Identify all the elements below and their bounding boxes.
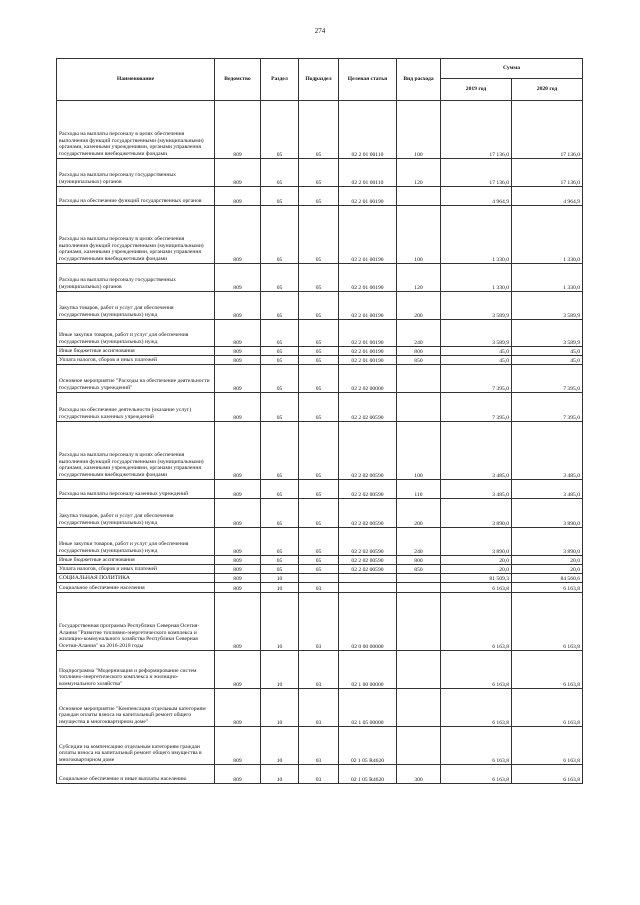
table-row (57, 593, 583, 651)
cell-vr (397, 689, 441, 727)
cell-dept: 809 (215, 356, 261, 365)
cell-y2019: 6 163,8 (441, 765, 512, 784)
cell-y2019: 3 485,0 (441, 422, 512, 480)
cell-dept: 809 (215, 727, 261, 765)
budget-table (56, 58, 583, 784)
cell-sec: 05 (261, 365, 299, 393)
cell-y2020: 6 163,8 (512, 593, 583, 651)
cell-name: Расходы на выплаты персоналу государственных (муниципальных) органов (57, 264, 215, 292)
cell-sec: 05 (261, 422, 299, 480)
cell-y2020: 4 964,9 (512, 187, 583, 206)
cell-dept: 809 (215, 422, 261, 480)
cell-y2019: 81 509,3 (441, 574, 512, 583)
table-row (57, 101, 583, 159)
cell-y2019: 3 890,0 (441, 528, 512, 556)
cell-name: Расходы на выплаты персоналу в целях обеспечения выполнения функций государственными (муниципальными) органами, казенными учреждениями, органами управления государственными внебюджетными фондами (57, 101, 215, 159)
cell-sec: 10 (261, 651, 299, 689)
cell-vr: 240 (397, 320, 441, 347)
cell-y2020: 45,0 (512, 347, 583, 356)
cell-target: 02 2 01 00190 (339, 206, 397, 264)
cell-sec: 10 (261, 727, 299, 765)
table-row (57, 765, 583, 784)
cell-target: 02 2 01 00190 (339, 187, 397, 206)
cell-sub: 03 (299, 593, 339, 651)
cell-dept: 809 (215, 528, 261, 556)
cell-vr (397, 727, 441, 765)
cell-y2020: 6 163,8 (512, 765, 583, 784)
cell-y2019: 45,0 (441, 356, 512, 365)
cell-dept: 809 (215, 101, 261, 159)
table-row (57, 565, 583, 574)
cell-name: Расходы на выплаты персоналу государственных (муниципальных) органов (57, 159, 215, 187)
cell-vr (397, 393, 441, 422)
cell-name: Субсидии на компенсацию отдельным категориям граждан оплаты взноса на капитальный ремонт общего имущества в многоквартирном доме (57, 727, 215, 765)
cell-sec: 10 (261, 583, 299, 593)
cell-dept: 809 (215, 365, 261, 393)
table-row (57, 320, 583, 347)
cell-name: Закупка товаров, работ и услуг для обеспечения государственных (муниципальных) нужд (57, 292, 215, 320)
cell-sub: 03 (299, 651, 339, 689)
cell-name: Расходы на выплаты персоналу казенных учреждений (57, 480, 215, 499)
cell-dept: 809 (215, 264, 261, 292)
cell-sec: 05 (261, 347, 299, 356)
cell-name: Государственная программа Республики Северная Осетия-Алания "Развитие топливно-энергетического комплекса и жилищно-коммунального хозяйства Республики Северная Осетия-Алания" на 2016-2018 годы (57, 593, 215, 651)
cell-sec: 05 (261, 206, 299, 264)
cell-sub: 05 (299, 356, 339, 365)
cell-vr: 200 (397, 499, 441, 528)
cell-sub: 05 (299, 556, 339, 565)
cell-sec: 05 (261, 499, 299, 528)
table-body (57, 101, 583, 784)
cell-vr: 100 (397, 101, 441, 159)
cell-sub: 05 (299, 206, 339, 264)
cell-sec: 05 (261, 393, 299, 422)
header-name: Наименование (57, 59, 215, 101)
cell-dept: 809 (215, 206, 261, 264)
cell-dept: 809 (215, 765, 261, 784)
table-row (57, 689, 583, 727)
cell-y2019: 3 890,0 (441, 499, 512, 528)
cell-dept: 809 (215, 574, 261, 583)
cell-vr: 110 (397, 480, 441, 499)
cell-target: 02 2 02 00590 (339, 422, 397, 480)
cell-target: 02 2 02 00590 (339, 480, 397, 499)
cell-name: Иные закупки товаров, работ и услуг для обеспечения государственных (муниципальных) нужд (57, 528, 215, 556)
cell-dept: 809 (215, 292, 261, 320)
cell-sec: 10 (261, 593, 299, 651)
header-department: Ведомство (215, 59, 261, 101)
cell-dept: 809 (215, 689, 261, 727)
cell-name: Социальное обеспечение населения (57, 583, 215, 593)
cell-y2020: 45,0 (512, 356, 583, 365)
cell-vr: 120 (397, 264, 441, 292)
cell-name: Расходы на обеспечение деятельности (оказание услуг) государственных казенных учреждений (57, 393, 215, 422)
cell-y2019: 6 163,8 (441, 593, 512, 651)
cell-sub: 05 (299, 320, 339, 347)
cell-vr: 240 (397, 528, 441, 556)
cell-name: Подпрограмма "Модернизация и реформирование систем топливно-энергетического комплекса и жилищно-коммунального хозяйства" (57, 651, 215, 689)
cell-sub: 03 (299, 727, 339, 765)
table-row (57, 365, 583, 393)
cell-sec: 05 (261, 101, 299, 159)
cell-y2020: 6 163,8 (512, 689, 583, 727)
cell-vr: 120 (397, 159, 441, 187)
cell-target: 02 2 01 00110 (339, 159, 397, 187)
cell-vr: 100 (397, 422, 441, 480)
cell-y2020: 6 163,8 (512, 583, 583, 593)
cell-y2020: 17 136,0 (512, 101, 583, 159)
cell-name: СОЦИАЛЬНАЯ ПОЛИТИКА (57, 574, 215, 583)
table-row (57, 159, 583, 187)
cell-sub: 05 (299, 187, 339, 206)
cell-name: Иные бюджетные ассигнования (57, 556, 215, 565)
cell-vr: 800 (397, 347, 441, 356)
cell-y2020: 7 395,0 (512, 365, 583, 393)
page-number: 274 (314, 27, 326, 35)
table-row (57, 480, 583, 499)
cell-dept: 809 (215, 583, 261, 593)
cell-name: Основное мероприятие "Компенсация отдельным категориям граждан оплаты взноса на капитальный ремонт общего имущества в многоквартирном доме" (57, 689, 215, 727)
cell-target: 02 2 01 00190 (339, 356, 397, 365)
cell-vr (397, 574, 441, 583)
cell-vr: 300 (397, 765, 441, 784)
header-year-2019: 2019 год (441, 79, 512, 101)
cell-vr (397, 651, 441, 689)
cell-y2020: 1 330,0 (512, 206, 583, 264)
cell-y2019: 1 330,0 (441, 264, 512, 292)
cell-target: 02 2 01 00190 (339, 264, 397, 292)
cell-dept: 809 (215, 556, 261, 565)
cell-y2020: 3 890,0 (512, 528, 583, 556)
cell-name: Социальное обеспечение и иные выплаты населению (57, 765, 215, 784)
cell-y2020: 3 589,9 (512, 320, 583, 347)
cell-target: 02 1 00 00000 (339, 651, 397, 689)
cell-y2020: 3 485,0 (512, 480, 583, 499)
cell-y2020: 6 163,8 (512, 651, 583, 689)
cell-y2019: 1 330,0 (441, 206, 512, 264)
table-row (57, 206, 583, 264)
cell-sub: 05 (299, 101, 339, 159)
cell-target: 02 2 02 00590 (339, 499, 397, 528)
cell-dept: 809 (215, 651, 261, 689)
header-target: Целевая статья (339, 59, 397, 101)
header-section: Раздел (261, 59, 299, 101)
table-row (57, 356, 583, 365)
cell-target (339, 574, 397, 583)
cell-vr: 800 (397, 556, 441, 565)
header-year-2020: 2020 год (512, 79, 583, 101)
cell-sub: 05 (299, 393, 339, 422)
cell-y2020: 1 330,0 (512, 264, 583, 292)
cell-name: Иные бюджетные ассигнования (57, 347, 215, 356)
cell-target: 02 2 01 00190 (339, 292, 397, 320)
cell-y2019: 6 163,8 (441, 583, 512, 593)
table-row (57, 651, 583, 689)
table-row (57, 574, 583, 583)
cell-y2020: 84 560,6 (512, 574, 583, 583)
cell-y2019: 20,0 (441, 565, 512, 574)
cell-name: Уплата налогов, сборов и иных платежей (57, 565, 215, 574)
table-row (57, 583, 583, 593)
cell-sub (299, 574, 339, 583)
cell-vr (397, 583, 441, 593)
cell-sec: 05 (261, 264, 299, 292)
cell-sub: 03 (299, 689, 339, 727)
table-row (57, 393, 583, 422)
cell-vr (397, 365, 441, 393)
cell-sec: 10 (261, 765, 299, 784)
cell-y2019: 17 136,0 (441, 101, 512, 159)
cell-y2019: 3 589,9 (441, 292, 512, 320)
cell-sec: 05 (261, 565, 299, 574)
cell-sub: 05 (299, 499, 339, 528)
cell-name: Основное мероприятие "Расходы на обеспечение деятельности государственных учреждений" (57, 365, 215, 393)
cell-dept: 809 (215, 320, 261, 347)
cell-target: 02 2 02 00590 (339, 556, 397, 565)
cell-target: 02 2 02 00590 (339, 528, 397, 556)
cell-dept: 809 (215, 347, 261, 356)
table-row (57, 347, 583, 356)
cell-sec: 05 (261, 356, 299, 365)
cell-y2020: 3 485,0 (512, 422, 583, 480)
cell-name: Иные закупки товаров, работ и услуг для обеспечения государственных (муниципальных) нужд (57, 320, 215, 347)
cell-sub: 05 (299, 264, 339, 292)
cell-dept: 809 (215, 499, 261, 528)
cell-target (339, 583, 397, 593)
cell-vr: 100 (397, 206, 441, 264)
cell-target: 02 1 05 R4620 (339, 727, 397, 765)
cell-target: 02 2 02 00590 (339, 565, 397, 574)
cell-y2019: 6 163,8 (441, 689, 512, 727)
cell-target: 02 2 02 00000 (339, 365, 397, 393)
cell-vr: 850 (397, 565, 441, 574)
cell-name: Расходы на обеспечение функций государственных органов (57, 187, 215, 206)
cell-sub: 05 (299, 159, 339, 187)
cell-y2020: 20,0 (512, 565, 583, 574)
cell-dept: 809 (215, 480, 261, 499)
table-row (57, 187, 583, 206)
table-row (57, 727, 583, 765)
cell-sub: 05 (299, 528, 339, 556)
table-row (57, 292, 583, 320)
cell-name: Уплата налогов, сборов и иных платежей (57, 356, 215, 365)
cell-sub: 05 (299, 565, 339, 574)
cell-sub: 03 (299, 765, 339, 784)
table-row (57, 422, 583, 480)
cell-sec: 10 (261, 574, 299, 583)
cell-target: 02 2 02 00590 (339, 393, 397, 422)
cell-y2020: 3 890,0 (512, 499, 583, 528)
cell-sec: 10 (261, 689, 299, 727)
cell-sec: 05 (261, 556, 299, 565)
cell-y2019: 3 589,9 (441, 320, 512, 347)
cell-sub: 05 (299, 480, 339, 499)
header-subsection: Подраздел (299, 59, 339, 101)
cell-target: 02 2 01 00190 (339, 320, 397, 347)
table-row (57, 499, 583, 528)
table-row (57, 556, 583, 565)
header-expense-type: Вид расхода (397, 59, 441, 101)
cell-y2019: 6 163,8 (441, 727, 512, 765)
cell-sec: 05 (261, 320, 299, 347)
cell-sub: 03 (299, 583, 339, 593)
cell-dept: 809 (215, 159, 261, 187)
cell-y2019: 3 485,0 (441, 480, 512, 499)
cell-sec: 05 (261, 159, 299, 187)
cell-vr (397, 593, 441, 651)
cell-y2019: 4 964,9 (441, 187, 512, 206)
cell-target: 02 0 00 00000 (339, 593, 397, 651)
header-sum: Сумма (441, 59, 583, 79)
cell-vr: 850 (397, 356, 441, 365)
cell-y2020: 20,0 (512, 556, 583, 565)
cell-vr: 200 (397, 292, 441, 320)
cell-y2019: 17 136,0 (441, 159, 512, 187)
cell-sub: 05 (299, 292, 339, 320)
cell-y2019: 45,0 (441, 347, 512, 356)
cell-dept: 809 (215, 187, 261, 206)
cell-y2019: 6 163,8 (441, 651, 512, 689)
cell-sec: 05 (261, 528, 299, 556)
cell-sub: 05 (299, 347, 339, 356)
cell-y2020: 6 163,8 (512, 727, 583, 765)
cell-sub: 05 (299, 422, 339, 480)
table-row (57, 264, 583, 292)
cell-target: 02 1 05 R4620 (339, 765, 397, 784)
cell-y2020: 7 395,0 (512, 393, 583, 422)
cell-dept: 809 (215, 565, 261, 574)
cell-y2019: 7 395,0 (441, 365, 512, 393)
cell-target: 02 2 01 00110 (339, 101, 397, 159)
cell-sec: 05 (261, 292, 299, 320)
cell-name: Расходы на выплаты персоналу в целях обеспечения выполнения функций государственными (муниципальными) органами, казенными учреждениями, органами управления государственными внебюджетными фондами (57, 422, 215, 480)
cell-name: Закупка товаров, работ и услуг для обеспечения государственных (муниципальных) нужд (57, 499, 215, 528)
cell-sec: 05 (261, 187, 299, 206)
cell-dept: 809 (215, 593, 261, 651)
cell-sec: 05 (261, 480, 299, 499)
cell-name: Расходы на выплаты персоналу в целях обеспечения выполнения функций государственными (муниципальными) органами, казенными учреждениями, органами управления государственными внебюджетными фондами (57, 206, 215, 264)
cell-target: 02 2 01 00190 (339, 347, 397, 356)
table-row (57, 528, 583, 556)
cell-target: 02 1 05 00000 (339, 689, 397, 727)
cell-sub: 05 (299, 365, 339, 393)
cell-y2019: 7 395,0 (441, 393, 512, 422)
cell-y2019: 20,0 (441, 556, 512, 565)
cell-y2020: 3 589,9 (512, 292, 583, 320)
cell-dept: 809 (215, 393, 261, 422)
cell-vr (397, 187, 441, 206)
cell-y2020: 17 136,0 (512, 159, 583, 187)
